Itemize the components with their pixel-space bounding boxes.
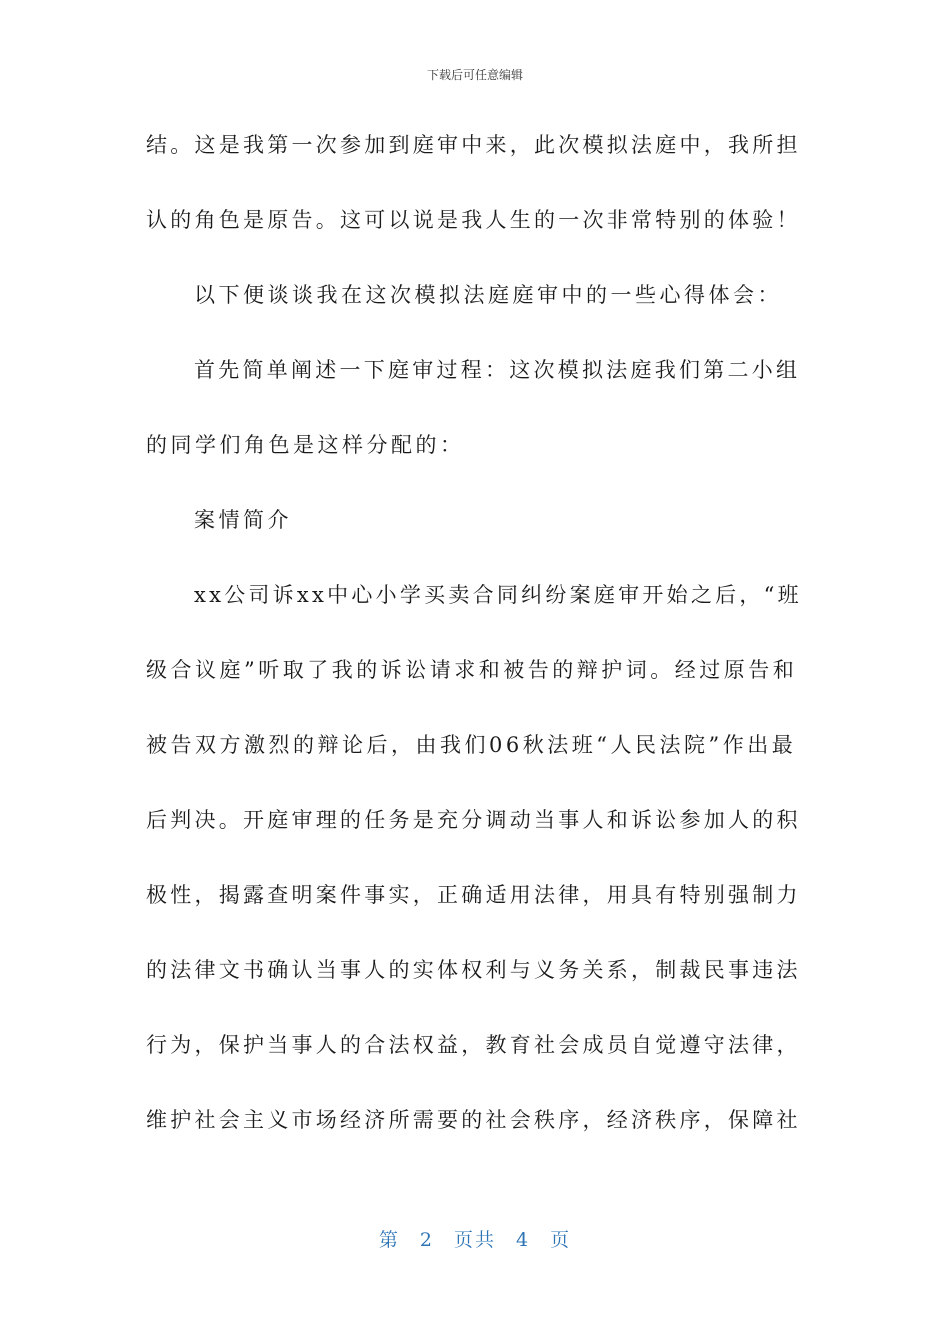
paragraph-line: 被告双方激烈的辩论后，由我们06秋法班“人民法院”作出最 — [146, 733, 797, 757]
paragraph-line: 行为，保护当事人的合法权益，教育社会成员自觉遵守法律， — [146, 1033, 801, 1057]
page-header-note: 下载后可任意编辑 — [426, 68, 523, 82]
paragraph-line: 结。这是我第一次参加到庭审中来，此次模拟法庭中，我所担 — [146, 133, 801, 157]
paragraph-line: 首先简单阐述一下庭审过程：这次模拟法庭我们第二小组 — [194, 358, 801, 382]
paragraph-line: 级合议庭”听取了我的诉讼请求和被告的辩护词。经过原告和 — [146, 658, 798, 682]
paragraph-line: 维护社会主义市场经济所需要的社会秩序，经济秩序，保障社 — [146, 1108, 801, 1132]
page-number-footer: 第 2 页共 4 页 — [378, 1229, 572, 1251]
paragraph-line: 的法律文书确认当事人的实体权利与义务关系，制裁民事违法 — [146, 958, 801, 982]
paragraph-line: 极性，揭露查明案件事实，正确适用法律，用具有特别强制力 — [146, 883, 801, 907]
paragraph-line: xx公司诉xx中心小学买卖合同纠纷案庭审开始之后，“班 — [194, 583, 802, 607]
paragraph-line: 认的角色是原告。这可以说是我人生的一次非常特别的体验！ — [146, 208, 801, 232]
paragraph-line: 后判决。开庭审理的任务是充分调动当事人和诉讼参加人的积 — [146, 808, 801, 832]
paragraph-line: 以下便谈谈我在这次模拟法庭庭审中的一些心得体会： — [194, 283, 782, 307]
section-heading: 案情简介 — [194, 508, 292, 532]
paragraph-line: 的同学们角色是这样分配的： — [146, 433, 465, 457]
